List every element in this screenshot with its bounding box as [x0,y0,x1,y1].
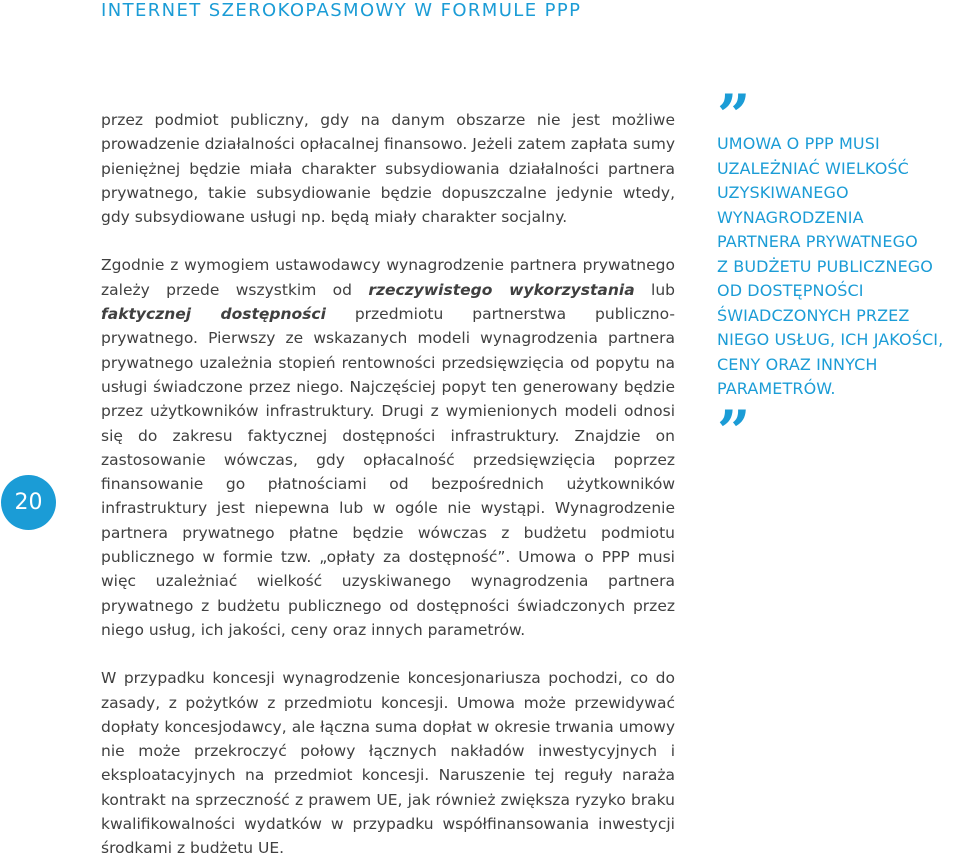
pull-quote-line: Z BUDŻETU PUBLICZNEGO [717,256,933,276]
close-quote-icon: ” [717,397,748,466]
pull-quote-line: ŚWIADCZONYCH PRZEZ [717,305,910,325]
pull-quote-line: WYNAGRODZENIA [717,207,864,227]
pull-quote-line: UMOWA O PPP MUSI [717,134,880,153]
body-text [101,108,675,861]
pull-quote-text [717,132,957,402]
running-header: INTERNET SZEROKOPASMOWY W FORMULE PPP [101,0,582,21]
paragraph-2 [101,253,675,642]
paragraph-2-text-a: Zgodnie z wymogiem ustawodawcy wynagrodzenie partnera prywatnego zależy przede wszystkim od [101,256,675,299]
page-number-badge [1,475,56,530]
pull-quote-line: CENY ORAZ INNYCH [717,354,878,374]
pull-quote [717,82,957,466]
pull-quote-line: NIEGO USŁUG, ICH JAKOŚCI, [717,330,944,349]
pull-quote-line: OD DOSTĘPNOŚCI [717,281,864,300]
paragraph-2-text-b: lub [634,280,675,299]
emphasis-actual-use: rzeczywistego wykorzystania [368,280,635,299]
paragraph-2-text-c: przedmiotu partnerstwa publiczno-prywatnego. Pierwszy ze wskazanych modeli wynagrodzenia partnera prywatnego uzależnia stopień rentowności przedsięwzięcia od popytu na usługi świadczone przez niego. Najczęściej popyt ten generowany będzie przez użytkowników infrastruktury. Drugi z wymienionych modeli odnosi się do zakresu faktycznej dostępności infrastruktury. Znajdzie on zastosowanie wówczas, gdy opłacalność przedsięwzięcia poprzez finansowanie go płatnościami od bezpośrednich użytkowników infrastruktury jest niepewna lub w ogóle nie wystąpi. Wynagrodzenie partnera prywatnego płatne będzie wówczas z budżetu podmiotu publicznego w formie tzw. „opłaty za dostępność”. Umowa o PPP musi więc uzależniać wielkość uzyskiwanego wynagrodzenia partnera prywatnego z budżetu publicznego od dostępności świadczonych przez niego usług, ich jakości, ceny oraz innych parametrów. [101,305,675,639]
pull-quote-line: UZYSKIWANEGO [717,183,849,202]
page-number: 20 [14,490,43,515]
pull-quote-line: PARAMETRÓW. [717,379,836,398]
pull-quote-line: UZALEŻNIAĆ WIELKOŚĆ [717,158,909,178]
paragraph-1: przez podmiot publiczny, gdy na danym obszarze nie jest możliwe prowadzenie działalności opłacalnej finansowo. Jeżeli zatem zapłata sumy pieniężnej będzie miała charakter subsydiowania działalności partnera prywatnego, takie subsydiowanie będzie dopuszczalne jedynie wtedy, gdy subsydiowane usługi np. będą miały charakter socjalny. [101,111,675,227]
open-quote-icon: ” [717,82,748,150]
paragraph-3: W przypadku koncesji wynagrodzenie koncesjonariusza pochodzi, co do zasady, z pożytków z przedmiotu koncesji. Umowa może przewidywać dopłaty koncesjodawcy, ale łączna suma dopłat w okresie trwania umowy nie może przekroczyć połowy łącznych nakładów inwestycyjnych i eksploatacyjnych na przedmiot koncesji. Naruszenie tej reguły naraża kontrakt na sprzeczność z prawem UE, jak również zwiększa ryzyko braku kwalifikowalności wydatków w przypadku współfinansowania inwestycji środkami z budżetu UE. [101,669,675,858]
pull-quote-line: PARTNERA PRYWATNEGO [717,232,918,251]
emphasis-actual-availability: faktycznej dostępności [101,305,326,324]
